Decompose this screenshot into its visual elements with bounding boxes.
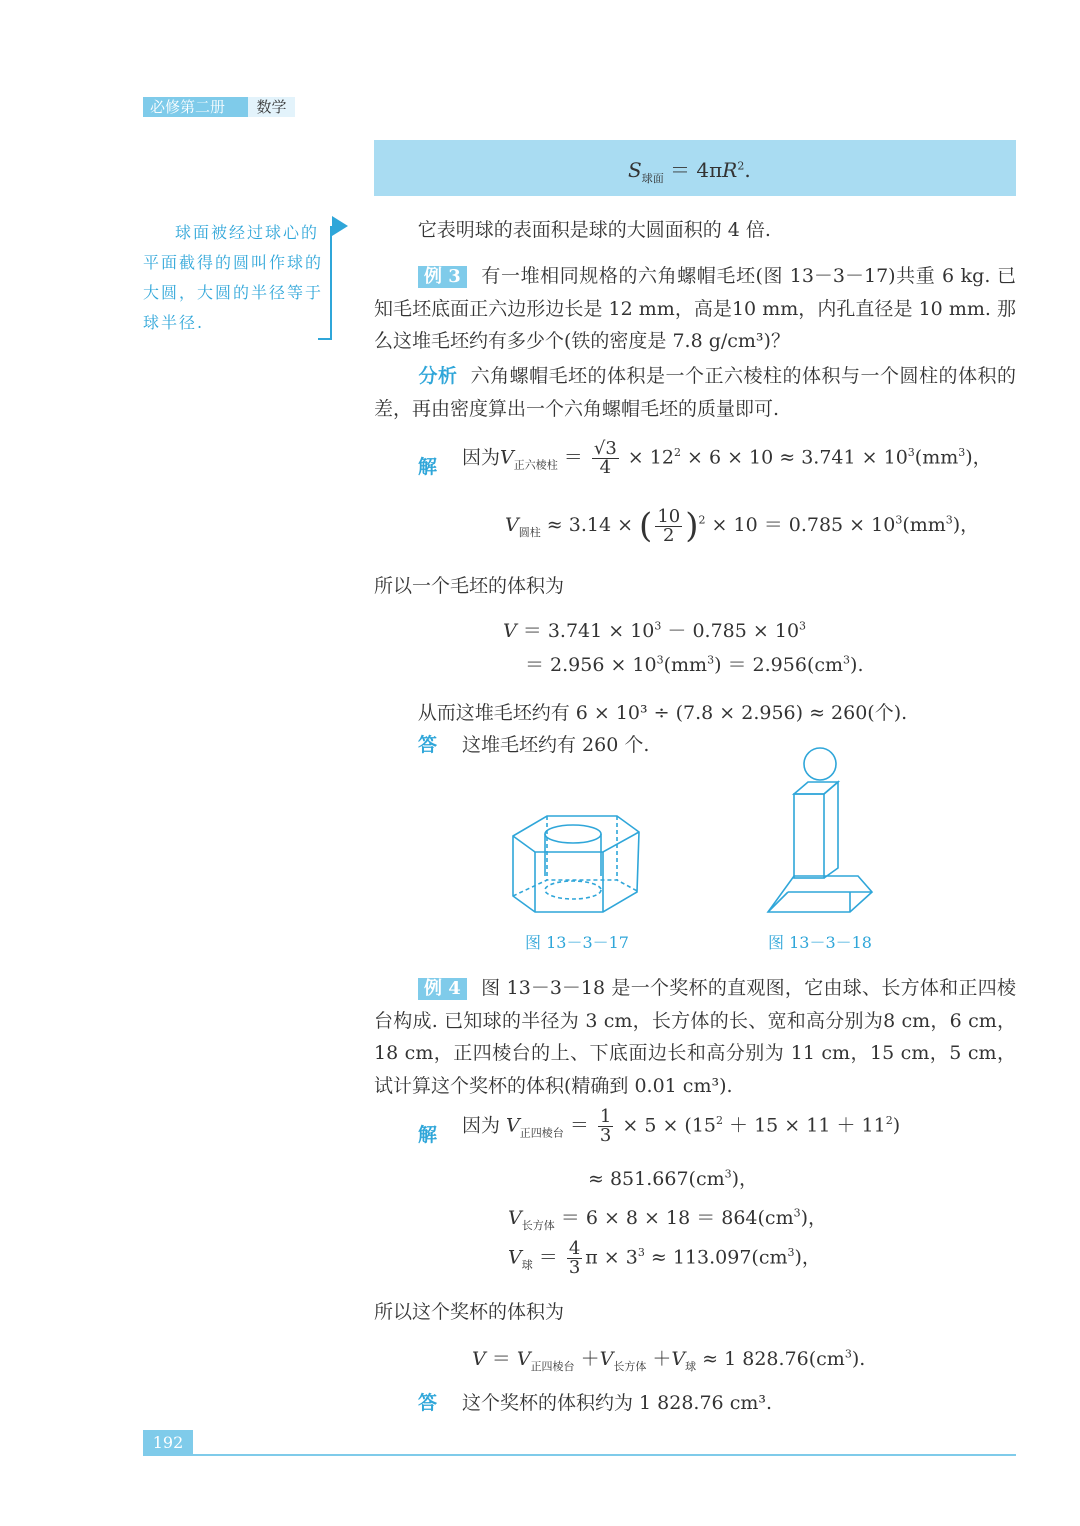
answer-label-2: 答 xyxy=(418,1392,438,1414)
formula-frustum: 因为 $V_{正四棱台}$ ＝ $\frac{1}{3}$ × $5 \times (15^2 + 15 \times 11 + 11^2)$ xyxy=(462,1106,901,1146)
example4-tag: 例 4 xyxy=(418,978,467,1000)
formula-sphere: $V_球$ ＝ $\frac{4}{3}$ $\pi \times 3^3 \approx 113.097(cm^3)$， xyxy=(508,1238,821,1278)
formula-hex-prism: 因为$V_{正六棱柱}$ ＝ $\frac{√3}{4}$ × $12^2 \times 6 \times 10 \approx 3.741 \times 10^3(mm^3)$， xyxy=(462,438,992,478)
example3-problem-text: 有一堆相同规格的六角螺帽毛坯(图 13－3－17)共重 6 kg. 已知毛坯底面正六边形边长是 12 mm，高是10 mm，内孔直径是 10 mm. 那么这堆毛坯约有多少个(铁的密度是 7.8 g/cm³)？ xyxy=(374,265,1016,352)
example3-analysis xyxy=(374,360,1016,425)
formula-cuboid: $V_{长方体} = 6 \times 8 \times 18 = 864(cm^3)$， xyxy=(508,1206,828,1232)
footer-line xyxy=(193,1454,1016,1456)
step-text-1: 所以一个毛坯的体积为 xyxy=(374,575,565,597)
header-subject: 数学 xyxy=(248,97,295,117)
fig1-caption: 图 13－3－17 xyxy=(525,933,629,952)
step-text-2: 所以这个奖杯的体积为 xyxy=(374,1301,565,1323)
intro-text: 它表明球的表面积是球的大圆面积的 4 倍. xyxy=(417,219,771,241)
formula-cylinder: $V_{圆柱} \approx 3.14$ × ( $\frac{10}{2}$ )$^2 \times 10 = 0.785 \times 10^3(mm^3)$， xyxy=(505,505,980,546)
analysis-text: 六角螺帽毛坯的体积是一个正六棱柱的体积与一个圆柱的体积的差，再由密度算出一个六角螺帽毛坯的质量即可. xyxy=(374,365,1016,420)
answer-text-1: 这堆毛坯约有 260 个. xyxy=(462,734,650,756)
example3-tag: 例 3 xyxy=(418,266,467,288)
solution-label-2: 解 xyxy=(418,1124,438,1146)
example4-problem-text: 图 13－3－18 是一个奖杯的直观图，它由球、长方体和正四棱台构成. 已知球的半径为 3 cm，长方体的长、宽和高分别为8 cm，6 cm，18 cm，正四棱台的上、下底面边长和高分别为 11 cm，15 cm，5 cm，试计算这个奖杯的体积(精确到 0.01 cm³). xyxy=(374,977,1016,1097)
trophy-figure xyxy=(764,746,876,918)
answer-text-2: 这个奖杯的体积约为 1 828.76 cm³. xyxy=(462,1392,773,1414)
formula-volume-2: ＝ $2.956 \times 10^3(mm^3) = 2.956(cm^3)$. xyxy=(525,653,864,676)
formula-total: $V = V_{正四棱台} +V_{长方体} +V_球 \approx 1$ $828.76(cm^3)$. xyxy=(472,1347,866,1373)
header-book: 必修第二册 xyxy=(150,98,226,116)
formula-volume-1: $V = 3.741 \times 10^3 - 0.785 \times 10^3$ xyxy=(503,619,807,642)
answer-label-1: 答 xyxy=(418,734,438,756)
fig2-caption: 图 13－3－18 xyxy=(768,933,872,952)
example3-problem xyxy=(374,260,1016,358)
example4-problem xyxy=(374,972,1016,1102)
sidebar-bracket-foot xyxy=(318,338,332,340)
page-number: 192 xyxy=(152,1433,184,1452)
sidebar-bracket xyxy=(330,226,332,340)
sidebar-note: 球面被经过球心的平面截得的圆叫作球的大圆，大圆的半径等于球半径. xyxy=(143,223,324,332)
solution-label-1: 解 xyxy=(418,456,438,478)
triangle-pointer-icon xyxy=(332,216,348,236)
conclusion-text: 从而这堆毛坯约有 6 × 10³ ÷ (7.8 × 2.956) ≈ 260(个). xyxy=(417,702,908,724)
hex-nut-figure xyxy=(505,808,645,918)
formula-sphere-area: $S_{球面} = 4\pi R^2$. xyxy=(628,158,751,185)
analysis-label: 分析 xyxy=(418,365,458,387)
formula-frustum-result: ≈ $851.667(cm^3)$， xyxy=(588,1167,759,1190)
